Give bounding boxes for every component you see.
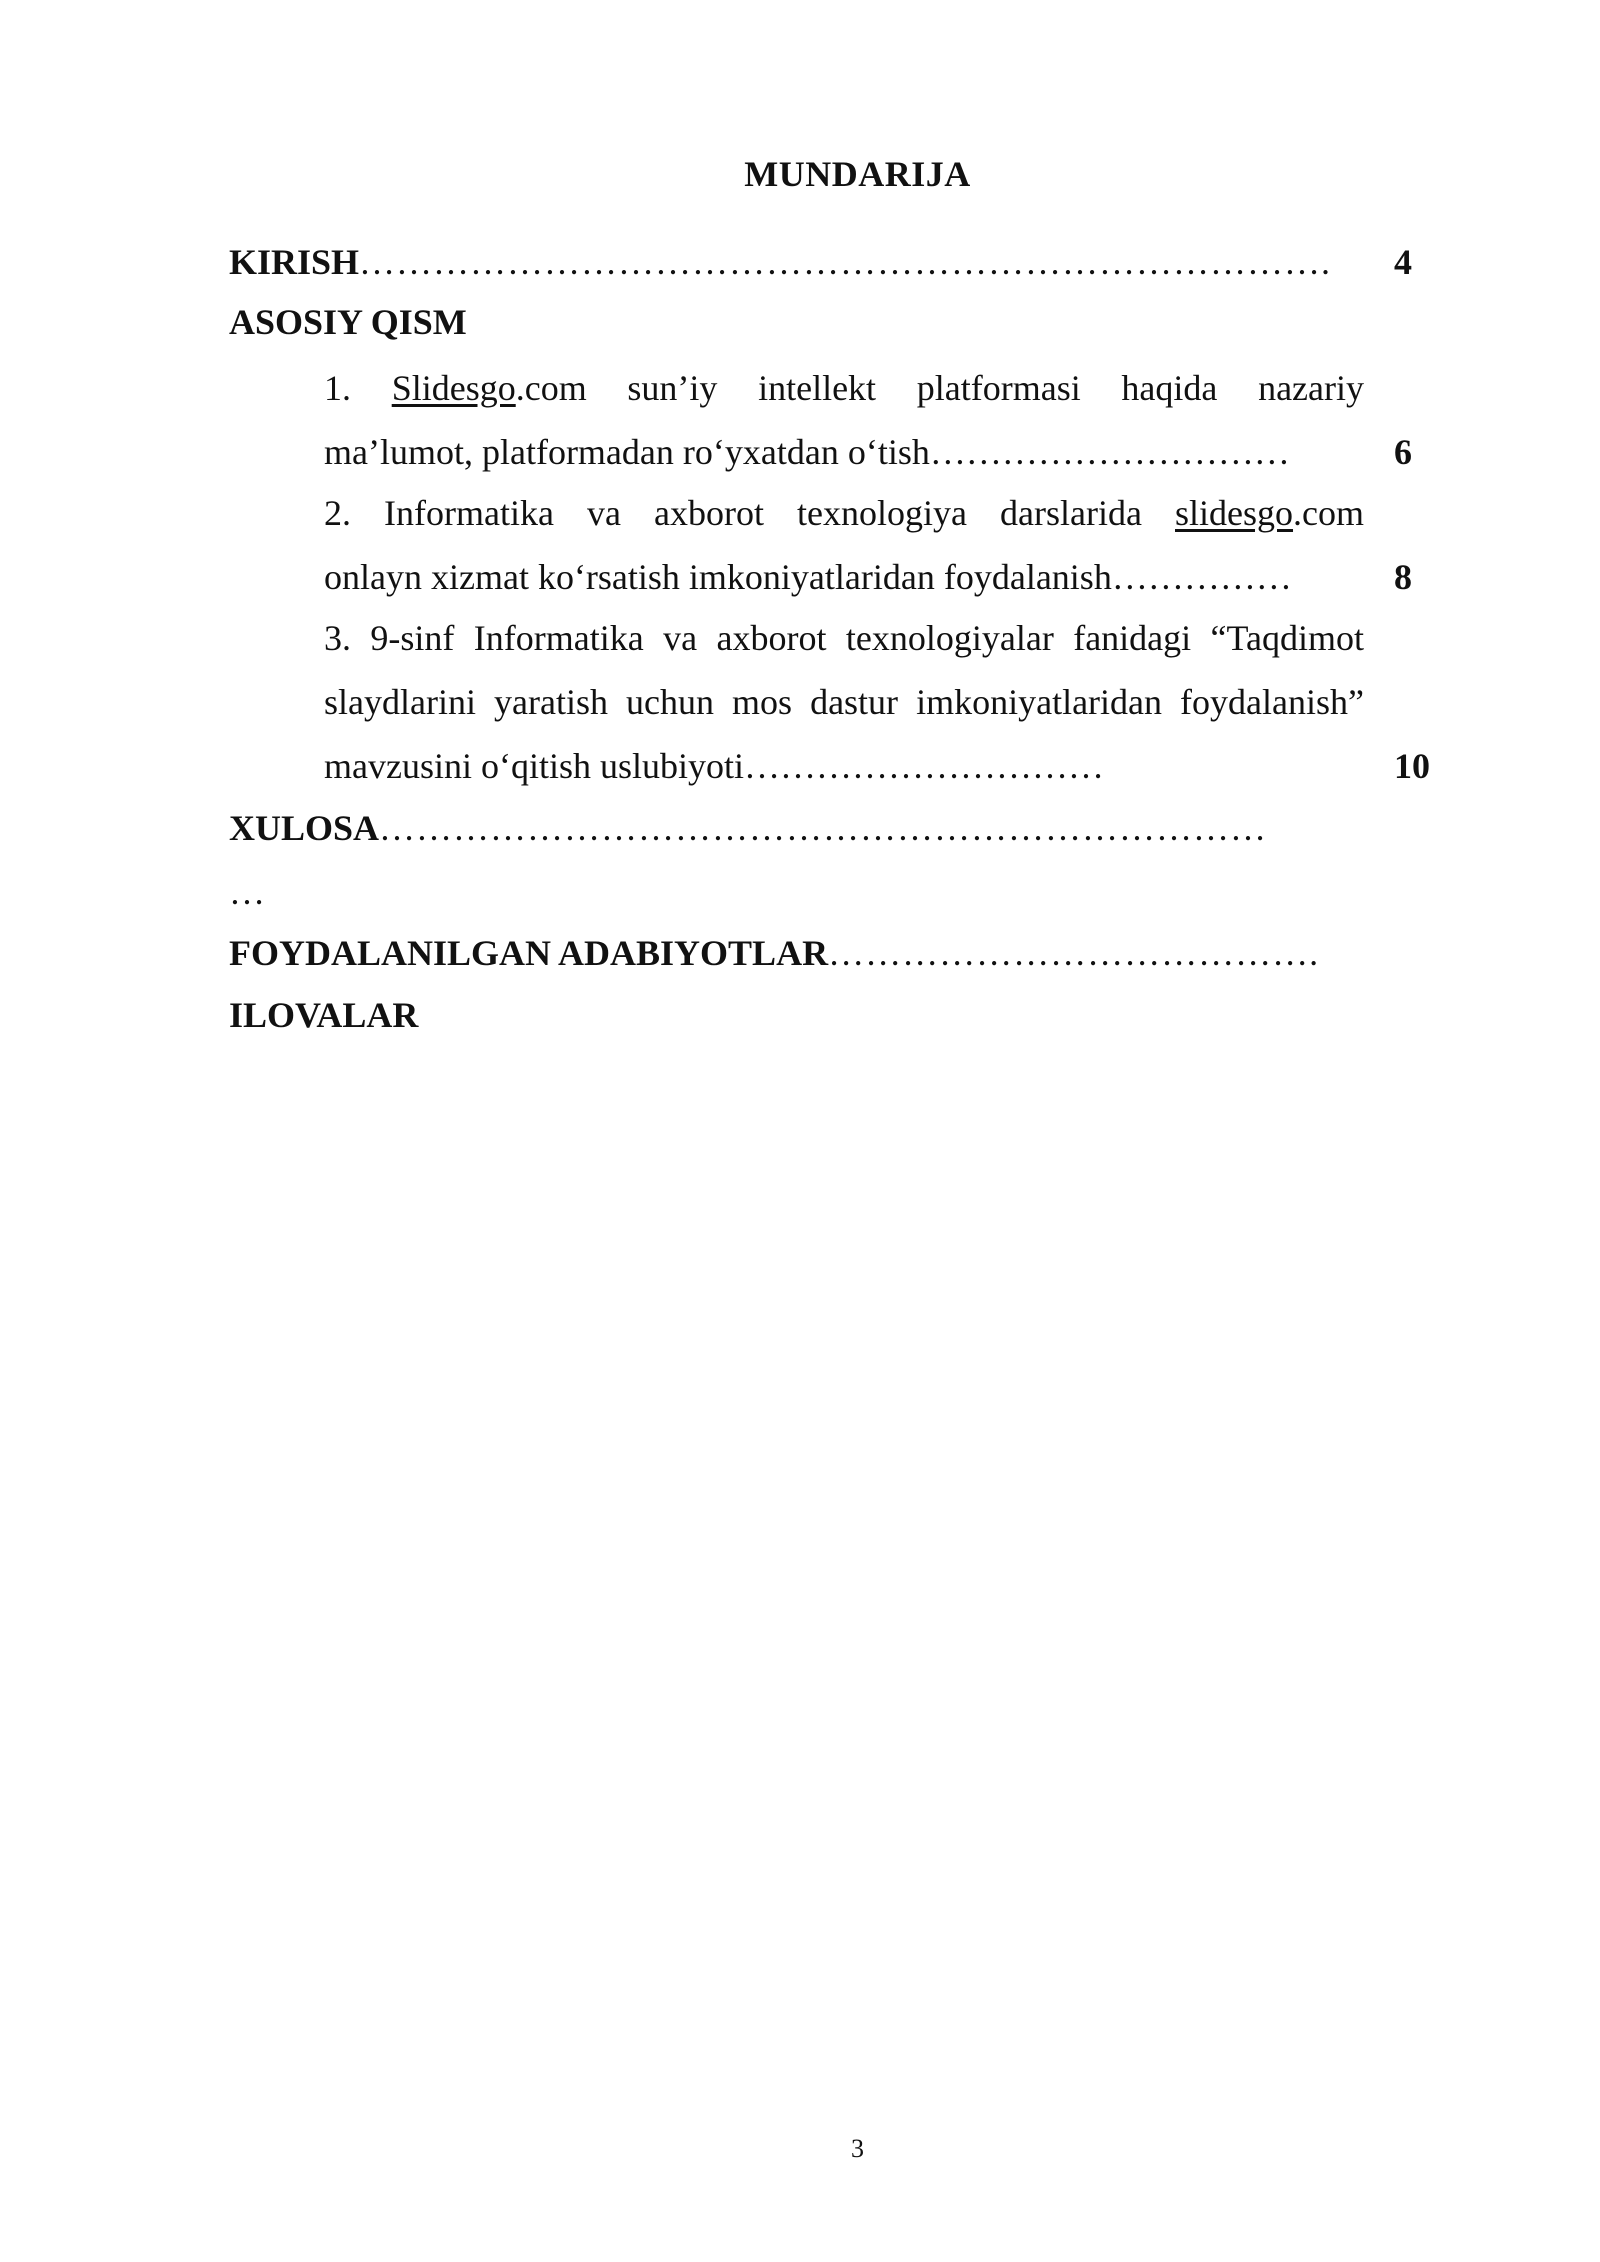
toc-entry-label: KIRISH	[229, 242, 360, 282]
toc-subentry-3-line-2: slaydlarini yaratish uchun mos dastur imkoniyatlaridan foydalanish”	[324, 682, 1364, 722]
slidesgo-link[interactable]: slidesgo	[1175, 493, 1294, 533]
toc-subentry-3-line-1: 3. 9-sinf Informatika va axborot texnologiyalar fanidagi “Taqdimot	[324, 618, 1364, 658]
toc-title: MUNDARIJA	[744, 154, 971, 194]
subentry-text: .com sun’iy intellekt platformasi haqida nazariy	[515, 368, 1364, 408]
leader-dots: …………………………………………………………………….	[359, 242, 1332, 282]
subentry-number: 1.	[324, 368, 351, 408]
subentry-text: .com	[1293, 493, 1364, 533]
toc-subentry-3-line-3: mavzusini o‘qitish uslubiyoti…………………………	[324, 746, 1104, 786]
leader-dots: ………………………………….	[828, 933, 1320, 973]
toc-subentry-2-line-1	[324, 489, 1364, 537]
toc-subentry-1-line-1	[324, 364, 1364, 412]
toc-page-number: 8	[1394, 557, 1412, 597]
toc-entry-label: FOYDALANILGAN ADABIYOTLAR	[229, 933, 829, 973]
toc-entry-ilovalar: ILOVALAR	[229, 995, 419, 1035]
toc-entry-label: XULOSA	[229, 808, 380, 848]
subentry-text: 2. Informatika va axborot texnologiya darslarida	[324, 493, 1175, 533]
toc-entry-asosiy-qism: ASOSIY QISM	[229, 302, 467, 342]
toc-page-number: 4	[1394, 242, 1412, 282]
slidesgo-link[interactable]: Slidesgo	[391, 368, 516, 408]
toc-page-number: 6	[1394, 432, 1412, 472]
toc-entry-adabiyotlar	[229, 929, 1319, 977]
leader-dots-continuation: …	[229, 872, 265, 912]
leader-dots: ………………………………………………………………	[379, 808, 1268, 848]
toc-entry-xulosa	[229, 804, 1267, 852]
toc-page-number: 10	[1394, 746, 1430, 786]
page-number-footer: 3	[851, 2134, 864, 2163]
toc-subentry-2-line-2: onlayn xizmat ko‘rsatish imkoniyatlaridan foydalanish……………	[324, 557, 1292, 597]
toc-subentry-1-line-2: ma’lumot, platformadan ro‘yxatdan o‘tish…………………………	[324, 432, 1290, 472]
toc-entry-kirish	[229, 238, 1331, 286]
